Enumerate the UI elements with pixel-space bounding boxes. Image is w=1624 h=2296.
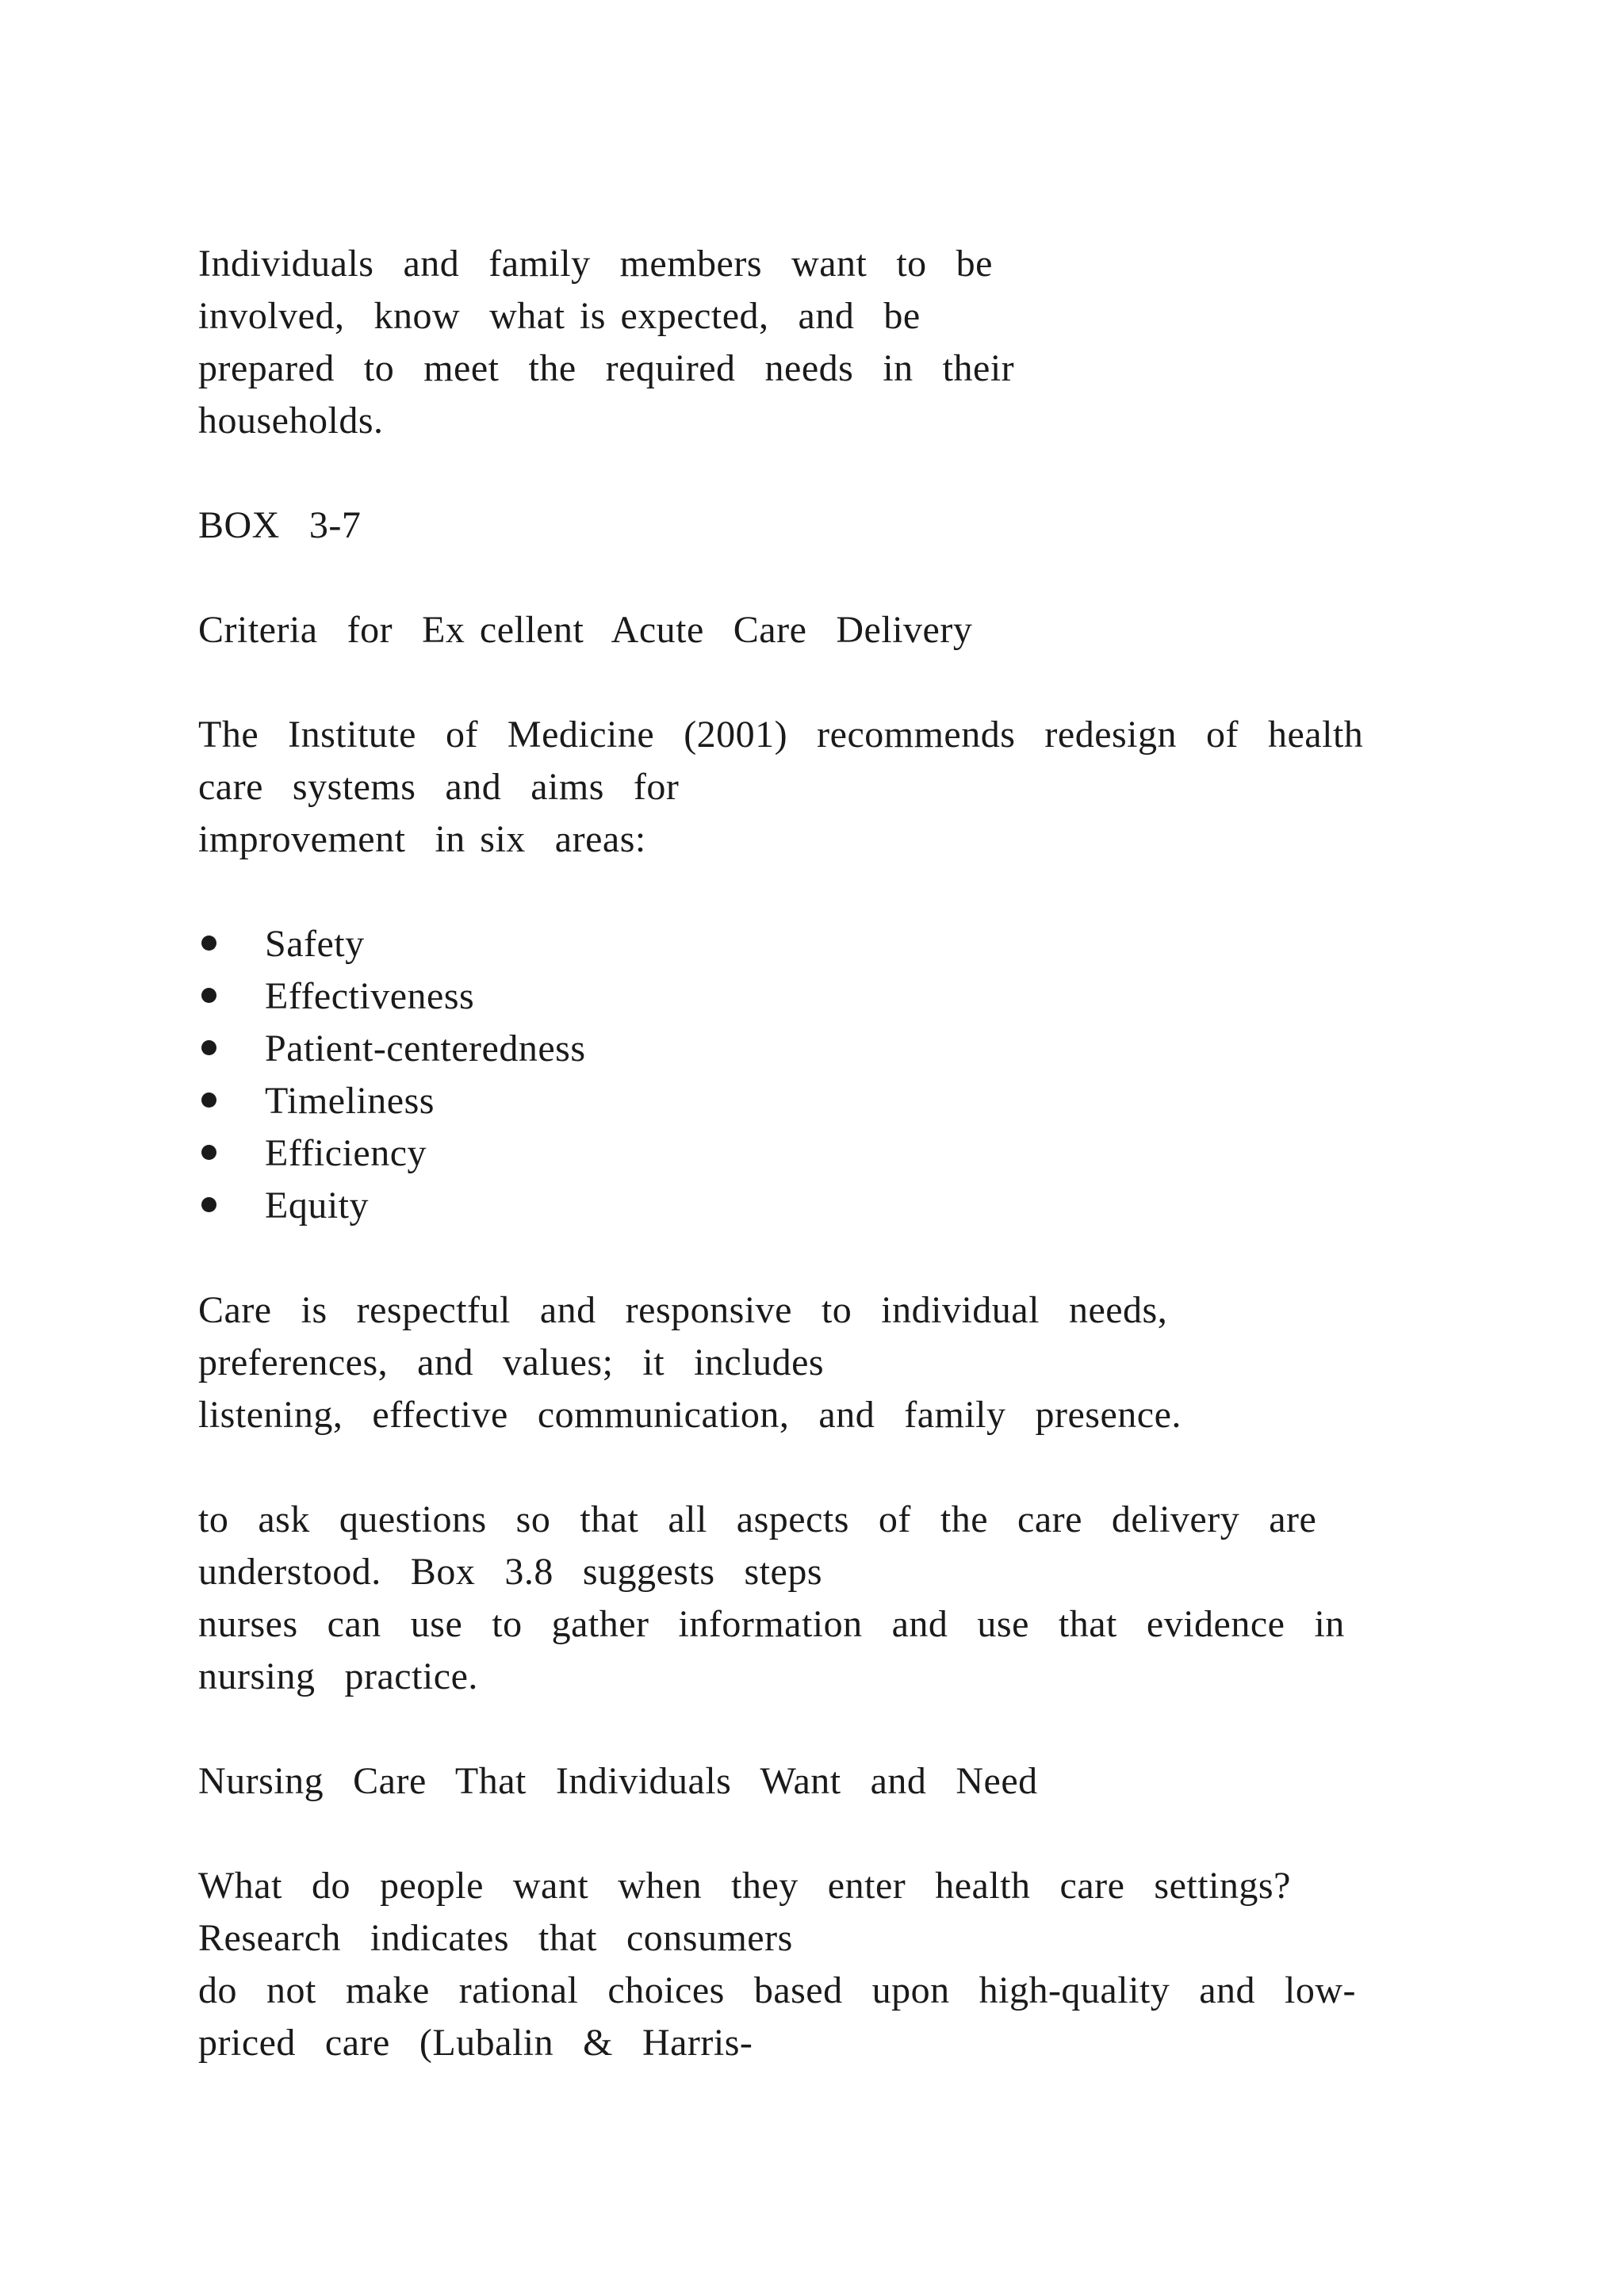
paragraph-iom-recommendations bbox=[198, 709, 1546, 866]
text-line: do not make rational choices based upon high-quality and low- bbox=[198, 1969, 1357, 2011]
text-line: improvement in six areas: bbox=[198, 818, 646, 860]
list-item bbox=[198, 918, 1546, 970]
list-item-label: Efficiency bbox=[265, 1132, 427, 1174]
text-line: care systems and aims for bbox=[198, 766, 680, 808]
spacer bbox=[198, 1232, 1546, 1284]
paragraph-consumer-research bbox=[198, 1860, 1546, 2069]
document-page bbox=[198, 238, 1546, 2069]
text-line: What do people want when they enter health care settings? bbox=[198, 1865, 1291, 1907]
text-line: priced care (Lubalin & Harris- bbox=[198, 2022, 753, 2064]
text-line: understood. Box 3.8 suggests steps bbox=[198, 1551, 822, 1593]
text-line: preferences, and values; it includes bbox=[198, 1341, 825, 1383]
list-item-label: Equity bbox=[265, 1184, 369, 1226]
text-line: Research indicates that consumers bbox=[198, 1917, 793, 1959]
bullet-icon bbox=[201, 1197, 216, 1212]
text-line: The Institute of Medicine (2001) recommends redesign of health bbox=[198, 714, 1364, 756]
spacer bbox=[198, 1808, 1546, 1860]
text-line: Individuals and family members want to be bbox=[198, 243, 993, 285]
bullet-icon bbox=[201, 1093, 216, 1108]
list-item bbox=[198, 1075, 1546, 1127]
text-line: to ask questions so that all aspects of the care delivery are bbox=[198, 1498, 1317, 1540]
spacer bbox=[198, 1441, 1546, 1494]
list-item bbox=[198, 970, 1546, 1023]
list-item-label: Timeliness bbox=[265, 1080, 435, 1122]
spacer bbox=[198, 1703, 1546, 1755]
paragraph-respectful-care bbox=[198, 1284, 1546, 1441]
text-line: listening, effective communication, and family presence. bbox=[198, 1394, 1182, 1436]
list-item bbox=[198, 1023, 1546, 1075]
spacer bbox=[198, 656, 1546, 709]
text-line: prepared to meet the required needs in their bbox=[198, 347, 1015, 389]
spacer bbox=[198, 447, 1546, 499]
bullet-icon bbox=[201, 936, 216, 951]
bullet-icon bbox=[201, 1040, 216, 1055]
spacer bbox=[198, 552, 1546, 604]
list-item-label: Effectiveness bbox=[265, 975, 475, 1017]
list-item bbox=[198, 1127, 1546, 1180]
box-title: Criteria for Ex cellent Acute Care Delivery bbox=[198, 609, 973, 651]
list-item-label: Patient-centeredness bbox=[265, 1027, 586, 1070]
text-line: involved, know what is expected, and be bbox=[198, 295, 921, 337]
improvement-areas-list bbox=[198, 918, 1546, 1232]
list-item-label: Safety bbox=[265, 923, 365, 965]
spacer bbox=[198, 866, 1546, 918]
bullet-icon bbox=[201, 1145, 216, 1160]
text-line: households. bbox=[198, 400, 384, 442]
text-line: Care is respectful and responsive to individual needs, bbox=[198, 1289, 1168, 1331]
bullet-icon bbox=[201, 988, 216, 1003]
list-item bbox=[198, 1180, 1546, 1232]
paragraph-family-involvement bbox=[198, 238, 1546, 447]
text-line: nursing practice. bbox=[198, 1655, 478, 1697]
text-line: nurses can use to gather information and use that evidence in bbox=[198, 1603, 1345, 1645]
section-heading: Nursing Care That Individuals Want and Need bbox=[198, 1760, 1038, 1802]
box-label: BOX 3-7 bbox=[198, 504, 362, 546]
paragraph-ask-questions bbox=[198, 1494, 1546, 1703]
